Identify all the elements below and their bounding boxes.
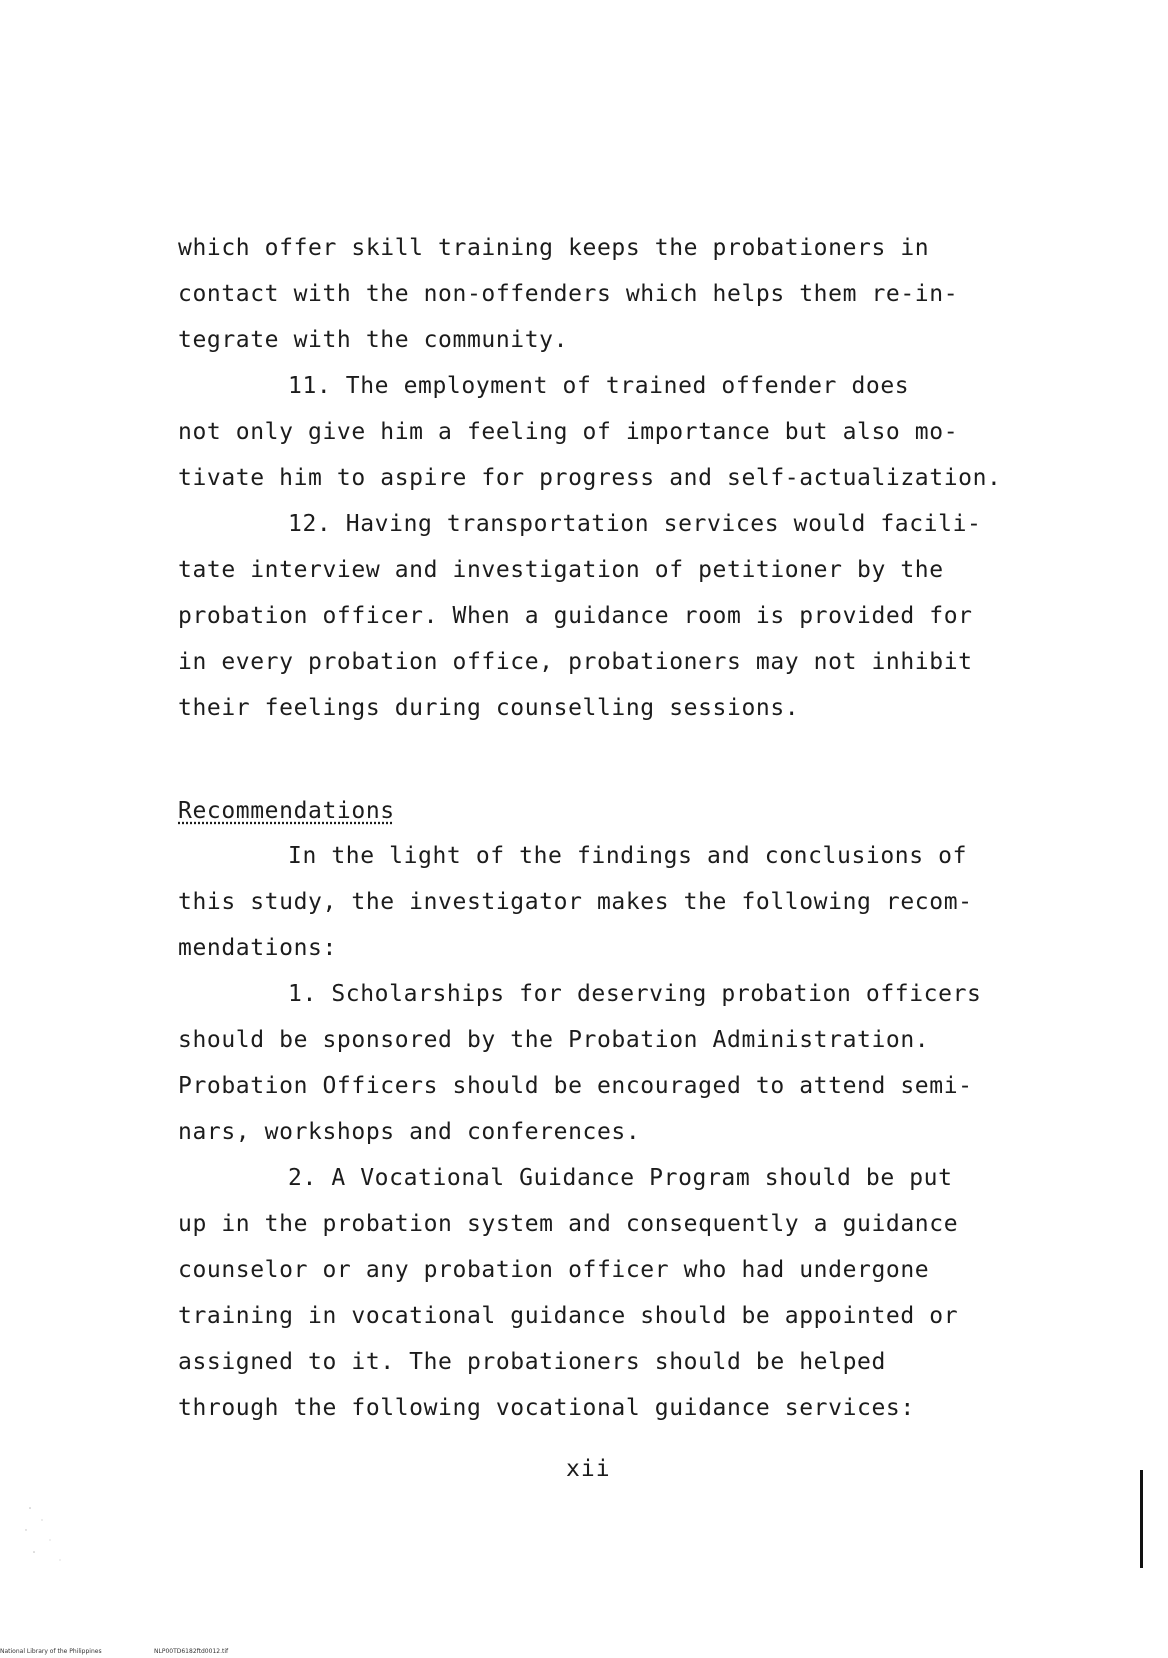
text-line: through the following vocational guidance services: <box>178 1395 915 1421</box>
margin-mark <box>1140 1470 1143 1568</box>
section-heading: Recommendations <box>178 798 395 824</box>
text-line: this study, the investigator makes the following recom- <box>178 889 973 915</box>
text-line: 2. A Vocational Guidance Program should be put <box>288 1165 953 1191</box>
text-line: nars, workshops and conferences. <box>178 1119 641 1145</box>
text-line: training in vocational guidance should be appointed or <box>178 1303 959 1329</box>
text-line: counselor or any probation officer who had undergone <box>178 1257 930 1283</box>
file-name: NLP00TD6182ftd0012.tif <box>154 1648 229 1655</box>
text-line: 12. Having transportation services would facili- <box>288 511 982 537</box>
text-line: In the light of the findings and conclusions of <box>288 843 968 869</box>
scan-speckles <box>20 1500 90 1570</box>
text-line: tivate him to aspire for progress and self-actualization. <box>178 465 1002 491</box>
text-line: 11. The employment of trained offender does <box>288 373 910 399</box>
text-line: Probation Officers should be encouraged to attend semi- <box>178 1073 973 1099</box>
page-number: xii <box>566 1456 611 1482</box>
text-line: their feelings during counselling sessions. <box>178 695 800 721</box>
text-line: not only give him a feeling of importance but also mo- <box>178 419 959 445</box>
text-line: tate interview and investigation of petitioner by the <box>178 557 944 583</box>
text-line: should be sponsored by the Probation Administration. <box>178 1027 930 1053</box>
library-name: National Library of the Philippines <box>0 1648 102 1655</box>
text-line: mendations: <box>178 935 337 961</box>
scan-footer <box>0 1648 229 1655</box>
text-line: tegrate with the community. <box>178 327 569 353</box>
text-line: probation officer. When a guidance room is provided for <box>178 603 973 629</box>
text-line: contact with the non-offenders which helps them re-in- <box>178 281 959 307</box>
text-line: assigned to it. The probationers should be helped <box>178 1349 886 1375</box>
text-line: up in the probation system and consequently a guidance <box>178 1211 959 1237</box>
text-line: which offer skill training keeps the probationers in <box>178 235 930 261</box>
text-line: 1. Scholarships for deserving probation officers <box>288 981 982 1007</box>
text-line: in every probation office, probationers may not inhibit <box>178 649 973 675</box>
